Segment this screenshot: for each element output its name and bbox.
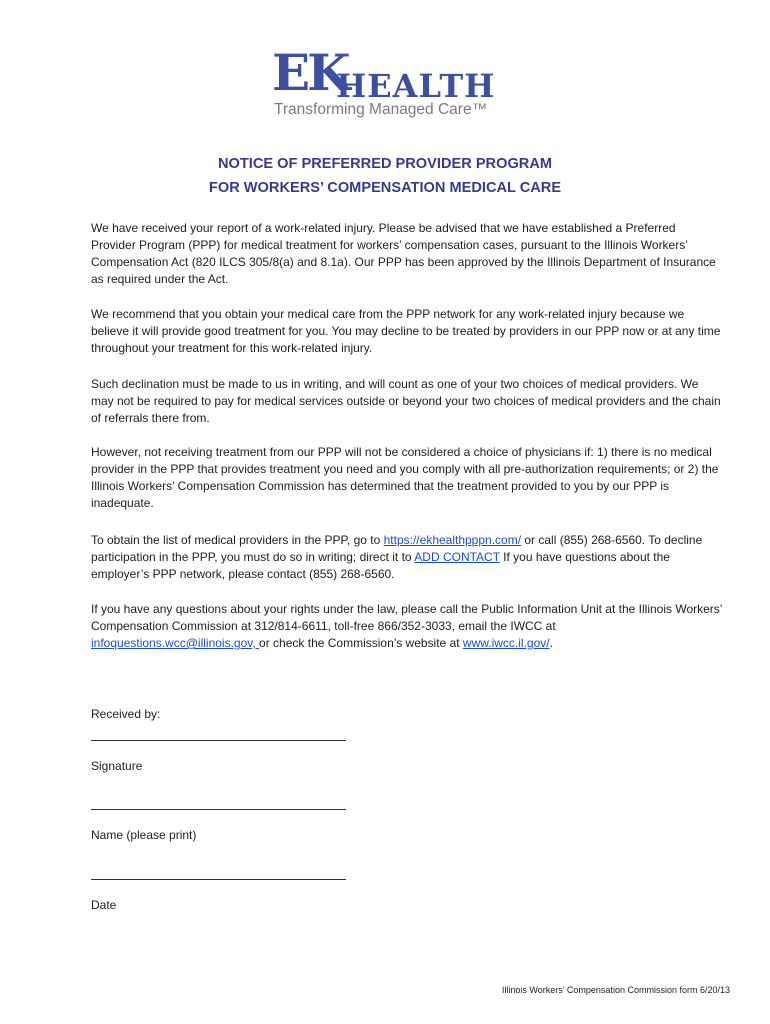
provider-list-text-a: To obtain the list of medical providers in the PPP, go to <box>91 533 384 547</box>
provider-list-text-b: or call (855) 268-6560. To decline participation in the PPP, you must do so in writing; direct it to <box>91 533 703 564</box>
iwcc-website-link[interactable]: www.iwcc.il.gov/ <box>462 636 550 650</box>
rights-text-a: If you have any questions about your rights under the law, please call the Public Information Unit at the Illinois Workers’ Compensation Commission at 312/814-6611, toll-free 866/352-3033, email the IWCC at <box>91 602 723 633</box>
document-title-line2: FOR WORKERS’ COMPENSATION MEDICAL CARE <box>208 180 562 196</box>
form-footer: Illinois Workers’ Compensation Commission form 6/20/13 <box>501 985 730 995</box>
received-by-label: Received by: <box>91 707 161 721</box>
paragraph-declination: Such declination must be made to us in writing, and will count as one of your two choices of medical providers. We may not be required to pay for medical services outside or beyond your two choices of medical providers and the chain of referrals there from. <box>91 377 721 425</box>
paragraph-exceptions: However, not receiving treatment from our PPP will not be considered a choice of physicians if: 1) there is no medical provider in the PPP that provides treatment you need and you comply with all pre-authorization requirements; or 2) the Illinois Workers’ Compensation Commission has determined that the treatment provided to you by our PPP is inadequate. <box>91 445 719 510</box>
ppp-website-link[interactable]: https://ekhealthpppn.com/ <box>383 533 522 547</box>
signature-label: Signature <box>91 759 143 773</box>
provider-list-text-c: If you have questions about the employer’s PPP network, please contact (855) 268-6560. <box>91 550 670 581</box>
date-line[interactable] <box>91 879 346 880</box>
add-contact-link[interactable]: ADD CONTACT <box>414 550 500 564</box>
paragraph-provider-list <box>91 532 723 583</box>
paragraph-recommendation: We recommend that you obtain your medical care from the PPP network for any work-related injury because we believe it will provide good treatment for you. You may decline to be treated by providers in our PPP now or at any time throughout your treatment for this work-related injury. <box>91 307 721 355</box>
ekhealth-logo <box>272 40 532 124</box>
rights-text-c: . <box>549 636 553 650</box>
logo-tagline: Transforming Managed Care™ <box>274 101 488 118</box>
date-label: Date <box>91 898 117 912</box>
iwcc-email-link[interactable]: infoquestions.wcc@illinois.gov, <box>91 636 260 650</box>
name-line[interactable] <box>91 809 346 810</box>
logo-health-text: HEALTH <box>336 67 496 105</box>
name-label: Name (please print) <box>91 828 197 842</box>
rights-text-b: or check the Commission’s website at <box>259 636 463 650</box>
paragraph-intro: We have received your report of a work-related injury. Please be advised that we have established a Preferred Provider Program (PPP) for medical treatment for workers’ compensation cases, pursuant to the Illinois Workers’ Compensation Act (820 ILCS 305/8(a) and 8.1a). Our PPP has been approved by the Illinois Department of Insurance as required under the Act. <box>91 221 716 286</box>
document-title-line1: NOTICE OF PREFERRED PROVIDER PROGRAM <box>217 156 553 172</box>
paragraph-rights <box>91 601 723 652</box>
logo-ek-text: EK <box>272 43 348 102</box>
signature-line[interactable] <box>91 740 346 741</box>
